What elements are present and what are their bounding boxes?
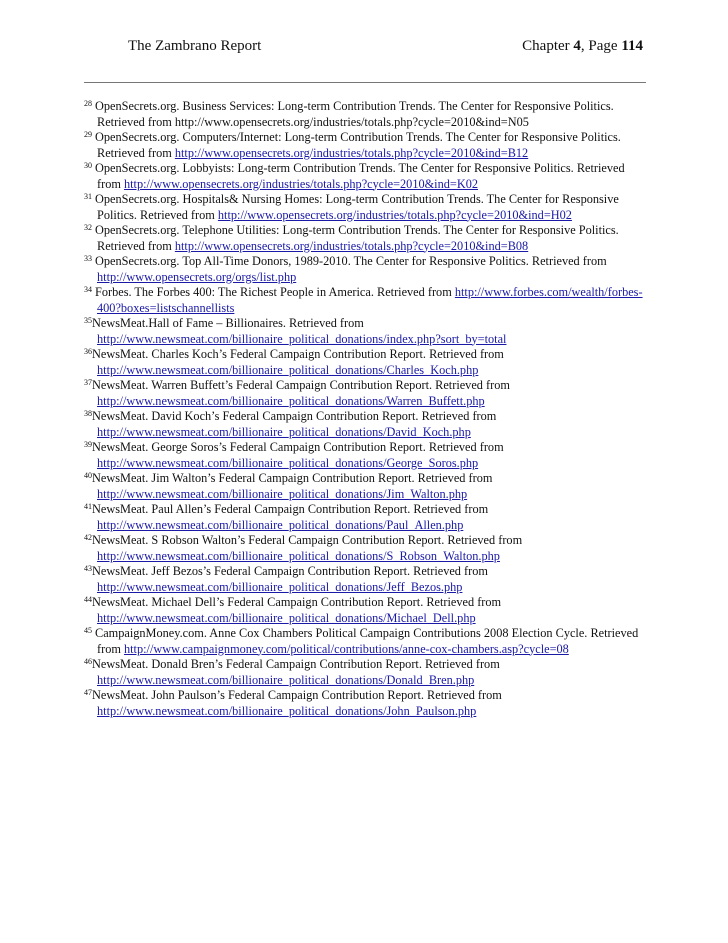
report-title: The Zambrano Report xyxy=(128,38,262,54)
footnote-text: NewsMeat. Donald Bren’s Federal Campaign Contribution Report. Retrieved from xyxy=(92,657,500,671)
footnote-text: NewsMeat. George Soros’s Federal Campaign Contribution Report. Retrieved from xyxy=(92,440,504,454)
footnote-text: CampaignMoney.com. Anne Cox Chambers Political Campaign Contributions 2008 Election Cycle. Retrieved from xyxy=(95,626,639,656)
footnote xyxy=(84,161,646,192)
footnote xyxy=(84,130,646,161)
footnote xyxy=(84,316,646,347)
footnote xyxy=(84,471,646,502)
footnote-text: NewsMeat. Paul Allen’s Federal Campaign Contribution Report. Retrieved from xyxy=(92,502,489,516)
footnote-link[interactable]: http://www.newsmeat.com/billionaire_political_donations/Jim_Walton.php xyxy=(97,486,468,501)
footnote-number: 40 xyxy=(84,471,92,480)
footnote-number: 32 xyxy=(84,223,92,232)
footnote-number: 28 xyxy=(84,99,92,108)
footnote-number: 43 xyxy=(84,564,92,573)
footnote-text: OpenSecrets.org. Hospitals& Nursing Homes: Long-term Contribution Trends. The Center for Responsive Politics. Retrieved from xyxy=(95,192,619,222)
footnote xyxy=(84,688,646,719)
footnote xyxy=(84,409,646,440)
footnote-text: NewsMeat. Michael Dell’s Federal Campaign Contribution Report. Retrieved from xyxy=(92,595,502,609)
footnote-link[interactable]: http://www.newsmeat.com/billionaire_political_donations/Michael_Dell.php xyxy=(97,610,476,625)
footnote-link[interactable]: http://www.opensecrets.org/industries/totals.php?cycle=2010&ind=H02 xyxy=(217,207,572,222)
chapter-prefix: Chapter xyxy=(522,38,574,54)
footnote-link[interactable]: http://www.opensecrets.org/industries/totals.php?cycle=2010&ind=B08 xyxy=(174,238,529,253)
footnote-link[interactable]: http://www.newsmeat.com/billionaire_political_donations/Donald_Bren.php xyxy=(97,672,475,687)
footnote-text: NewsMeat. John Paulson’s Federal Campaign Contribution Report. Retrieved from xyxy=(92,688,502,702)
footnote-number: 38 xyxy=(84,409,92,418)
footnote-number: 36 xyxy=(84,347,92,356)
page-number: 114 xyxy=(621,38,643,54)
footnote-text: NewsMeat. Jim Walton’s Federal Campaign Contribution Report. Retrieved from xyxy=(92,471,493,485)
footnote-separator xyxy=(84,82,646,83)
footnote-text: NewsMeat. David Koch’s Federal Campaign Contribution Report. Retrieved from xyxy=(92,409,497,423)
footnote-text: NewsMeat. Warren Buffett’s Federal Campaign Contribution Report. Retrieved from xyxy=(92,378,510,392)
page-prefix: , Page xyxy=(580,38,622,54)
footnote-number: 35 xyxy=(84,316,92,325)
footnote-number: 34 xyxy=(84,285,92,294)
footnote-text: NewsMeat. S Robson Walton’s Federal Campaign Contribution Report. Retrieved from xyxy=(92,533,523,547)
footnote-link[interactable]: http://www.newsmeat.com/billionaire_political_donations/David_Koch.php xyxy=(97,424,471,439)
footnote xyxy=(84,533,646,564)
footnote xyxy=(84,564,646,595)
footnote-number: 46 xyxy=(84,657,92,666)
footnote-number: 39 xyxy=(84,440,92,449)
footnote-number: 31 xyxy=(84,192,92,201)
footnote-link[interactable]: http://www.newsmeat.com/billionaire_political_donations/George_Soros.php xyxy=(97,455,479,470)
footnote-text: OpenSecrets.org. Computers/Internet: Long-term Contribution Trends. The Center for Responsive Politics. Retrieved from xyxy=(95,130,621,160)
footnote-link[interactable]: http://www.opensecrets.org/industries/totals.php?cycle=2010&ind=B12 xyxy=(174,145,529,160)
footnote-text: NewsMeat. Charles Koch’s Federal Campaign Contribution Report. Retrieved from xyxy=(92,347,504,361)
footnote-link[interactable]: http://www.campaignmoney.com/political/contributions/anne-cox-chambers.asp?cycle=08 xyxy=(123,641,569,656)
footnote-link[interactable]: http://www.newsmeat.com/billionaire_political_donations/John_Paulson.php xyxy=(97,703,477,718)
footnote xyxy=(84,502,646,533)
footnote xyxy=(84,347,646,378)
footnote xyxy=(84,192,646,223)
footnote-link[interactable]: http://www.newsmeat.com/billionaire_political_donations/Warren_Buffett.php xyxy=(97,393,485,408)
footnote xyxy=(84,626,646,657)
footnote-text: OpenSecrets.org. Business Services: Long-term Contribution Trends. The Center for Responsive Politics. Retrieved from http://www.opensecrets.org/industries/totals.php?cycle=2010&ind=N05 xyxy=(95,99,614,129)
footnote-number: 45 xyxy=(84,626,92,635)
footnote-number: 37 xyxy=(84,378,92,387)
footnote-number: 42 xyxy=(84,533,92,542)
footnote-link[interactable]: http://www.opensecrets.org/orgs/list.php xyxy=(97,269,297,284)
footnote-link[interactable]: http://www.newsmeat.com/billionaire_political_donations/Paul_Allen.php xyxy=(97,517,464,532)
footnote-link[interactable]: http://www.newsmeat.com/billionaire_political_donations/Jeff_Bezos.php xyxy=(97,579,463,594)
footnote xyxy=(84,440,646,471)
footnote-link[interactable]: http://www.newsmeat.com/billionaire_political_donations/S_Robson_Walton.php xyxy=(97,548,500,563)
footnote-text: Forbes. The Forbes 400: The Richest People in America. Retrieved from xyxy=(95,285,455,299)
footnote-text: OpenSecrets.org. Top All-Time Donors, 1989-2010. The Center for Responsive Politics. Retrieved from xyxy=(95,254,607,268)
footnote-link[interactable]: http://www.opensecrets.org/industries/totals.php?cycle=2010&ind=K02 xyxy=(123,176,479,191)
footnote-number: 44 xyxy=(84,595,92,604)
footnote-text: NewsMeat. Jeff Bezos’s Federal Campaign Contribution Report. Retrieved from xyxy=(92,564,488,578)
footnote-link[interactable]: http://www.newsmeat.com/billionaire_political_donations/index.php?sort_by=total xyxy=(97,331,507,346)
footnote xyxy=(84,657,646,688)
page-header xyxy=(128,38,643,58)
footnote xyxy=(84,378,646,409)
chapter-page-label xyxy=(522,38,643,55)
footnote-number: 29 xyxy=(84,130,92,139)
footnote-number: 33 xyxy=(84,254,92,263)
footnote xyxy=(84,254,646,285)
footnote-text: NewsMeat.Hall of Fame – Billionaires. Retrieved from xyxy=(92,316,364,330)
footnote xyxy=(84,99,646,130)
footnote-text: OpenSecrets.org. Lobbyists: Long-term Contribution Trends. The Center for Responsive Politics. Retrieved from xyxy=(95,161,625,191)
footnote-link[interactable]: http://www.newsmeat.com/billionaire_political_donations/Charles_Koch.php xyxy=(97,362,479,377)
footnote xyxy=(84,285,646,316)
footnotes-list xyxy=(84,99,646,719)
footnote-number: 41 xyxy=(84,502,92,511)
footnote-link[interactable]: http://www.forbes.com/wealth/forbes-400?boxes=listschannellists xyxy=(97,285,643,315)
footnote xyxy=(84,595,646,626)
footnote xyxy=(84,223,646,254)
chapter-number: 4 xyxy=(573,38,581,54)
footnote-number: 47 xyxy=(84,688,92,697)
footnote-text: OpenSecrets.org. Telephone Utilities: Long-term Contribution Trends. The Center for Responsive Politics. Retrieved from xyxy=(95,223,619,253)
footnote-number: 30 xyxy=(84,161,92,170)
